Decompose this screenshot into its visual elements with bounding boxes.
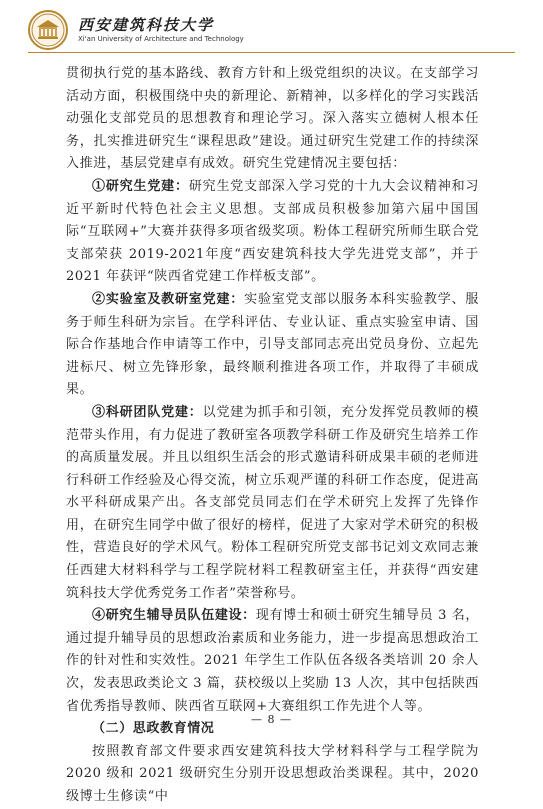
paragraph-intro: 贯彻执行党的基本路线、教育方针和上级党组织的决议。在支部学习活动方面，积极围绕中央的新理论、新精神，以多样化的学习实践活动强化支部党员的思想教育和理论学习。深入落实立德树人根本任务，扎实推进研究生“课程思政”建设。通过研究生党建工作的持续深入推进，基层党建卓有成效。研究生党建情况主要包括： (66, 66, 479, 172)
item-3-title: ③科研团队党建： (92, 404, 203, 420)
page-number: — 8 — (251, 713, 292, 726)
item-2-title: ②实验室及教研室党建： (92, 291, 245, 307)
university-name-en: Xi'an University of Architecture and Technology (78, 35, 244, 43)
paragraph-item-3 (66, 402, 479, 605)
page-header (28, 8, 515, 54)
document-body (66, 63, 479, 809)
item-2-text: 实验室党支部以服务本科实验教学、服务于师生科研为宗旨。在学科评估、专业认证、重点实验室申请、国际合作基地合作申请等工作中，引导支部同志亮出党员身份、立起先进标尺、树立先锋形象，最终顺利推进各项工作，并取得了丰硕成果。 (66, 291, 479, 398)
university-name-cn: 西安建筑科技大学 (78, 16, 215, 34)
item-4-text: 现有博士和硕士研究生辅导员 3 名，通过提升辅导员的思想政治素质和业务能力，进一步提高思想政治工作的针对性和实效性。2021 年学生工作队伍各级各类培训 20 余人次，发表思政类论文 3 篇，获校级以上奖励 13 人次，其中包括陕西省优秀指导教师、陕西省互联网+大赛组织工作先进个人等。 (66, 608, 479, 714)
university-seal-icon (28, 10, 68, 50)
item-4-title: ④研究生辅导员队伍建设： (92, 608, 256, 624)
section-heading: （二）思政教育情况 (92, 721, 215, 737)
header-divider (28, 52, 515, 53)
paragraph-item-2 (66, 289, 479, 402)
paragraph-item-4 (66, 605, 479, 718)
paragraph-item-1 (66, 176, 479, 289)
item-3-text: 以党建为抓手和引领，充分发挥党员教师的模范带头作用，有力促进了教研室各项教学科研工作及研究生培养工作的高质量发展。并且以组织生活会的形式邀请科研成果丰硕的老师进行科研工作经验及心得交流，树立乐观严谨的科研工作态度，促进高水平科研成果产出。各支部党员同志们在学术研究上发挥了先锋作用，在研究生同学中做了很好的榜样，促进了大家对学术研究的积极性，营造良好的学术风气。粉体工程研究所党支部书记刘文欢同志兼任西建大材料科学与工程学院材料工程教研室主任，并获得“西安建筑科技大学优秀党务工作者”荣誉称号。 (66, 404, 479, 601)
paragraph-last: 按照教育部文件要求西安建筑科技大学材料科学与工程学院为 2020 级和 2021 级研究生分别开设思想政治类课程。其中，2020 级博士生修读“中 (66, 743, 479, 804)
item-1-title: ①研究生党建： (92, 178, 189, 194)
item-1-text: 研究生党支部深入学习党的十九大会议精神和习近平新时代特色社会主义思想。支部成员积极参加第六届中国国际“互联网+”大赛并获得多项省级奖项。粉体工程研究所师生联合党支部荣获 2019-2021年度“西安建筑科技大学先进党支部”，并于 2021 年获评“陕西省党建工作样板支部”。 (66, 178, 479, 285)
